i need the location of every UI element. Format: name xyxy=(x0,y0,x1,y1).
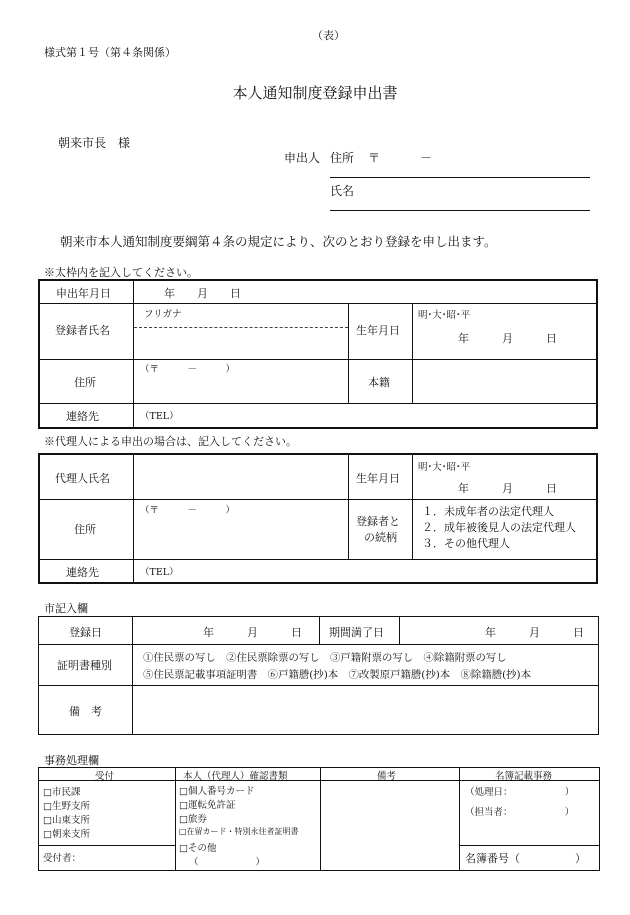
era-options[interactable]: 明･大･昭･平 xyxy=(418,310,471,321)
date-value[interactable]: 年 月 日 xyxy=(164,287,241,300)
applicant-name-label: 氏名 xyxy=(330,184,355,198)
registry-number[interactable]: 名簿番号（ ） xyxy=(465,852,586,865)
reception-item-asago[interactable]: □朝来支所 xyxy=(43,829,90,840)
relation-label-2: の続柄 xyxy=(364,531,397,544)
reception-item-shimin[interactable]: □市民課 xyxy=(43,787,81,798)
honseki-label: 本籍 xyxy=(368,376,390,389)
expiry-value[interactable]: 年 月 日 xyxy=(485,626,584,639)
reception-item-ikuno[interactable]: □生野支所 xyxy=(43,801,90,812)
page-title: 本人通知制度登録申出書 xyxy=(232,84,398,102)
cert-line-1[interactable]: ①住民票の写し ②住民票除票の写し ③戸籍附票の写し ④除籍附票の写し xyxy=(143,652,507,664)
registrant-name-field[interactable] xyxy=(134,329,348,358)
applicant-postal-mark: 〒 xyxy=(368,151,381,165)
applicant-label: 申出人 xyxy=(284,151,321,165)
contact-label: 連絡先 xyxy=(66,410,99,423)
main-table xyxy=(38,279,598,429)
id-item-other[interactable]: □その他 xyxy=(179,843,217,854)
relation-option-2[interactable]: ２．成年被後見人の法定代理人 xyxy=(422,521,576,534)
agent-era-options[interactable]: 明･大･昭･平 xyxy=(418,462,471,473)
relation-option-3[interactable]: ３．その他代理人 xyxy=(422,537,510,550)
applicant-address-label: 住所 xyxy=(330,151,355,165)
col-remarks: 備考 xyxy=(377,771,397,782)
reception-item-santo[interactable]: □山東支所 xyxy=(43,815,90,826)
note-main: ※太枠内を記入してください。 xyxy=(44,266,198,279)
agent-name-label: 代理人氏名 xyxy=(55,472,110,485)
side-mark: （表） xyxy=(312,29,345,42)
remarks-field[interactable] xyxy=(133,686,598,734)
registrant-name-label: 登録者氏名 xyxy=(55,324,110,337)
birth-label: 生年月日 xyxy=(356,324,400,337)
agent-birth-label: 生年月日 xyxy=(356,472,400,485)
agent-table xyxy=(38,453,598,584)
intro-text: 朝来市本人通知制度要綱第４条の規定により、次のとおり登録を申し出ます。 xyxy=(60,234,497,249)
cert-line-2[interactable]: ⑤住民票記載事項証明書 ⑥戸籍謄(抄)本 ⑦改製原戸籍謄(抄)本 ⑧除籍謄(抄)本 xyxy=(143,669,531,681)
applicant-address-line[interactable] xyxy=(330,177,590,178)
id-item-passport[interactable]: □旅券 xyxy=(179,814,207,825)
city-section-heading: 市記入欄 xyxy=(44,602,88,615)
agent-address-label: 住所 xyxy=(74,523,96,536)
office-table xyxy=(38,767,600,871)
address-postal[interactable]: （〒 － ） xyxy=(140,364,236,375)
col-registry: 名簿記載事務 xyxy=(495,771,553,782)
expiry-label: 期間満了日 xyxy=(329,626,384,639)
birth-value[interactable]: 年 月 日 xyxy=(458,332,557,345)
address-label: 住所 xyxy=(74,376,96,389)
furigana-label: フリガナ xyxy=(144,309,182,320)
office-section-heading: 事務処理欄 xyxy=(44,754,99,767)
cert-label: 証明書種別 xyxy=(57,659,112,672)
form-number: 様式第１号（第４条関係） xyxy=(44,46,176,59)
agent-contact-label: 連絡先 xyxy=(66,566,99,579)
applicant-postal-dash: － xyxy=(420,151,433,165)
col-reception: 受付 xyxy=(95,771,115,782)
remarks-label: 備 考 xyxy=(69,705,102,718)
applicant-name-line[interactable] xyxy=(330,210,590,211)
col-id-docs: 本人（代理人）確認書類 xyxy=(183,771,288,782)
id-other-paren[interactable]: （ ） xyxy=(189,857,266,868)
relation-label-1: 登録者と xyxy=(356,515,400,528)
reg-date-value[interactable]: 年 月 日 xyxy=(203,626,302,639)
relation-option-1[interactable]: １．未成年者の法定代理人 xyxy=(422,505,554,518)
city-table xyxy=(38,616,599,735)
id-item-license[interactable]: □運転免許証 xyxy=(179,800,236,811)
date-label: 申出年月日 xyxy=(56,287,111,300)
agent-address-postal[interactable]: （〒 － ） xyxy=(140,505,236,516)
receiver-label: 受付者： xyxy=(43,853,82,864)
id-item-residence-card[interactable]: □在留カード・特別永住者証明書 xyxy=(179,827,299,836)
person-in-charge[interactable]: （担当者： ） xyxy=(465,807,575,818)
addressee: 朝来市長 様 xyxy=(58,136,131,150)
contact-tel[interactable]: （TEL） xyxy=(140,411,179,422)
processor-date[interactable]: （処理日： ） xyxy=(465,787,575,798)
agent-birth-value[interactable]: 年 月 日 xyxy=(458,482,557,495)
agent-contact-tel[interactable]: （TEL） xyxy=(140,567,179,578)
note-agent: ※代理人による申出の場合は、記入してください。 xyxy=(44,435,297,448)
reg-date-label: 登録日 xyxy=(69,626,102,639)
id-item-mynumber[interactable]: □個人番号カード xyxy=(179,786,255,797)
